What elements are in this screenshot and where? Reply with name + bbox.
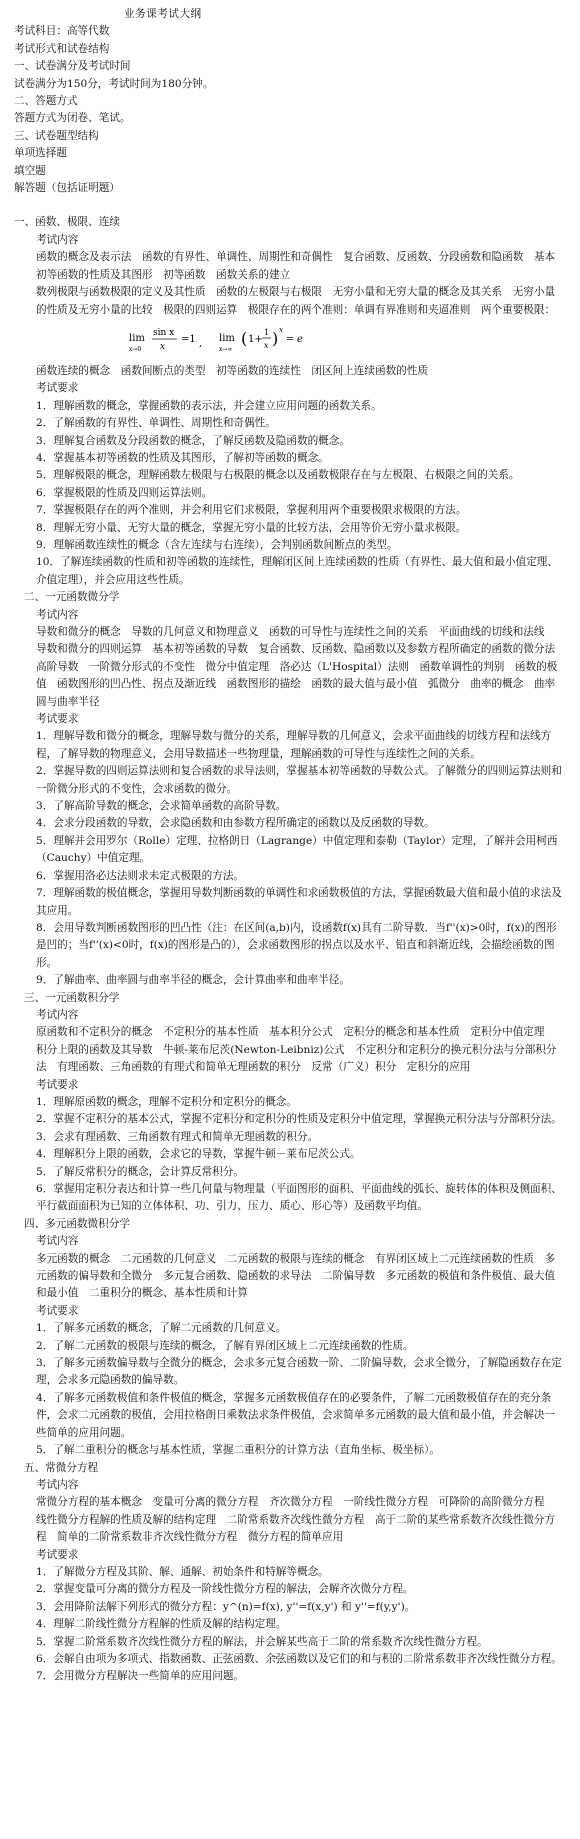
- svg-text:=1: =1: [181, 333, 196, 345]
- requirement-list: [14, 728, 562, 989]
- requirement-heading: 考试要求: [36, 1304, 79, 1317]
- question-type: 单项选择题: [14, 147, 67, 160]
- svg-text:1+: 1+: [248, 333, 263, 345]
- question-type: 填空题: [14, 164, 46, 177]
- content-heading: 考试内容: [36, 1478, 79, 1491]
- requirement-item: 5．理解极限的概念，理解函数左极限与右极限的概念以及函数极限存在与左极限、右极限之间的关系。: [36, 469, 520, 482]
- svg-text:1: 1: [264, 327, 270, 337]
- content-text: 导数和微分的概念 导数的几何意义和物理意义 函数的可导性与连续性之间的关系 平面曲线的切线和法线 导数和微分的四则运算 基本初等函数的导数 复合函数、反函数、隐函数以及参数方程所确定的函数的微分法 高阶导数 一阶微分形式的不变性 微分中值定理 洛必达（L'Hospital）法则 函数单调性的判别 函数的极值 函数图形的凹凸性、拐点及渐近线 函数图形的描绘 函数的最大值与最小值 弧微分 曲率的概念 曲率圆与曲率半径: [36, 626, 566, 708]
- important-limits-formula: [14, 319, 562, 363]
- svg-text:sin x: sin x: [153, 327, 175, 338]
- content-heading: 考试内容: [36, 1008, 79, 1021]
- requirement-item: 1．了解微分方程及其阶、解、通解、初始条件和特解等概念。: [36, 1565, 329, 1578]
- requirement-item: 1．理解导数和微分的概念，理解导数与微分的关系，理解导数的几何意义，会求平面曲线的切线方程和法线方程，了解导数的物理意义，会用导数描述一些物理量，理解函数的可导性与连续性之间的关系。: [36, 730, 552, 760]
- requirement-item: 7．掌握极限存在的两个准则，并会利用它们求极限，掌握利用两个重要极限求极限的方法。: [36, 504, 467, 517]
- requirement-item: 5．掌握二阶常系数齐次线性微分方程的解法，并会解某些高于二阶的常系数齐次线性微分方程。: [36, 1635, 488, 1648]
- requirement-item: 7．理解函数的极值概念，掌握用导数判断函数的单调性和求函数极值的方法，掌握函数最大值和最小值的求法及其应用。: [36, 887, 562, 917]
- exam-structure-heading: 考试形式和试卷结构: [14, 42, 110, 55]
- requirement-item: 10．了解连续函数的性质和初等函数的连续性，理解闭区间上连续函数的性质（有界性、最大值和最小值定理、介值定理），并会应用这些性质。: [36, 556, 558, 586]
- requirement-item: 1．理解函数的概念，掌握函数的表示法，并会建立应用问题的函数关系。: [36, 399, 382, 412]
- chapter-title: 二、一元函数微分学: [24, 591, 120, 604]
- content-text: 多元函数的概念 二元函数的几何意义 二元函数的极限与连续的概念 有界闭区域上二元连续函数的性质 多元函数的偏导数和全微分 多元复合函数、隐函数的求导法 二阶偏导数 多元函数的极值和条件极值、最大值和最小值 二重积分的概念、基本性质和计算: [36, 1252, 556, 1300]
- svg-text:e: e: [297, 333, 303, 345]
- section-body: 答题方式为闭卷、笔试。: [14, 112, 131, 125]
- requirement-item: 6．掌握用洛必达法则求未定式极限的方法。: [36, 869, 245, 882]
- content-text: 原函数和不定积分的概念 不定积分的基本性质 基本积分公式 定积分的概念和基本性质 定积分中值定理 积分上限的函数及其导数 牛顿-莱布尼茨(Newton-Leibniz)公式 不定积分和定积分的换元积分法与分部积分法 有理函数、三角函数的有理式和简单无理函数的积分 反常（广义）积分 定积分的应用: [36, 1026, 557, 1074]
- requirement-item: 2．掌握不定积分的基本公式，掌握不定积分和定积分的性质及定积分中值定理，掌握换元积分法与分部积分法。: [36, 1113, 562, 1126]
- requirement-item: 9．理解函数连续性的概念（含左连续与右连续），会判别函数间断点的类型。: [36, 538, 398, 551]
- content-text: 常微分方程的基本概念 变量可分离的微分方程 齐次微分方程 一阶线性微分方程 可降阶的高阶微分方程 线性微分方程解的性质及解的结构定理 二阶常系数齐次线性微分方程 高于二阶的某些常系数齐次线性微分方程 简单的二阶常系数非齐次线性微分方程 微分方程的简单应用: [36, 1496, 556, 1544]
- svg-text:x→0: x→0: [129, 345, 142, 353]
- section-heading: 一、试卷满分及考试时间: [14, 60, 131, 73]
- limit-e-formula: [219, 322, 315, 360]
- chapter-title: 三、一元函数积分学: [24, 991, 120, 1004]
- requirement-item: 9．了解曲率、曲率圆与曲率半径的概念，会计算曲率和曲率半径。: [36, 974, 350, 987]
- svg-text:x→∞: x→∞: [219, 345, 233, 353]
- content-heading: 考试内容: [36, 233, 79, 246]
- svg-text:lim: lim: [219, 332, 235, 344]
- requirement-item: 3．了解高阶导数的概念，会求简单函数的高阶导数。: [36, 800, 287, 813]
- requirement-item: 6．掌握极限的性质及四则运算法则。: [36, 486, 213, 499]
- requirement-item: 2．掌握变量可分离的微分方程及一阶线性微分方程的解法，会解齐次微分方程。: [36, 1583, 414, 1596]
- requirement-heading: 考试要求: [36, 382, 79, 395]
- svg-text:): ): [272, 328, 279, 348]
- requirement-item: 8．会用导数判断函数图形的凹凸性（注：在区间(a,b)内，设函数f(x)具有二阶导数．当f''(x)>0时，f(x)的图形是凹的；当f''(x)<0时，f(x)的图形是凸的），会求函数图形的拐点以及水平、铅直和斜渐近线，会描绘函数的图形。: [36, 921, 557, 969]
- requirement-list: [14, 1094, 562, 1216]
- section-body: 试卷满分为150分，考试时间为180分钟。: [14, 77, 214, 90]
- section-heading: 二、答题方式: [14, 95, 78, 108]
- content-heading: 考试内容: [36, 608, 79, 621]
- requirement-item: 3．理解复合函数及分段函数的概念，了解反函数及隐函数的概念。: [36, 434, 350, 447]
- requirement-item: 4．会求分段函数的导数，会求隐函数和由参数方程所确定的函数以及反函数的导数。: [36, 817, 435, 830]
- requirement-item: 5．了解二重积分的概念与基本性质，掌握二重积分的计算方法（直角坐标、极坐标）。: [36, 1444, 440, 1457]
- requirement-item: 1．理解原函数的概念，理解不定积分和定积分的概念。: [36, 1095, 297, 1108]
- requirement-item: 6．掌握用定积分表达和计算一些几何量与物理量（平面图形的面积、平面曲线的弧长、旋转体的体积及侧面积、平行截面面积为已知的立体体积、功、引力、压力、质心、形心等）及函数平均值。: [36, 1183, 562, 1213]
- limit-sinx-formula: [129, 322, 207, 360]
- requirement-item: 5．理解并会用罗尔（Rolle）定理、拉格朗日（Lagrange）中值定理和泰勒（Taylor）定理，了解并会用柯西（Cauchy）中值定理。: [36, 834, 558, 865]
- requirement-heading: 考试要求: [36, 1548, 79, 1561]
- requirement-list: [14, 1564, 562, 1686]
- requirement-item: 7．会用微分方程解决一些简单的应用问题。: [36, 1670, 245, 1683]
- svg-text:x: x: [264, 340, 269, 350]
- requirement-list: [14, 1320, 562, 1459]
- svg-text:(: (: [241, 328, 248, 348]
- chapter-title: 一、函数、极限、连续: [14, 216, 120, 229]
- requirement-item: 3．会求有理函数、三角函数有理式和简单无理函数的积分。: [36, 1130, 319, 1143]
- requirement-item: 1．了解多元函数的概念，了解二元函数的几何意义。: [36, 1322, 287, 1335]
- requirement-heading: 考试要求: [36, 713, 79, 726]
- requirement-item: 4．理解积分上限的函数，会求它的导数，掌握牛顿－莱布尼茨公式。: [36, 1148, 361, 1161]
- requirement-item: 3．了解多元函数偏导数与全微分的概念，会求多元复合函数一阶、二阶偏导数，会求全微分，了解隐函数存在定理，会求多元隐函数的偏导数。: [36, 1357, 562, 1387]
- svg-text:x: x: [160, 341, 166, 352]
- requirement-item: 8．理解无穷小量、无穷大量的概念，掌握无穷小量的比较方法，会用等价无穷小量求极限。: [36, 521, 467, 534]
- requirement-item: 4．掌握基本初等函数的性质及其图形，了解初等函数的概念。: [36, 451, 329, 464]
- requirement-list: [14, 398, 562, 589]
- chapter-title: 四、多元函数微积分学: [24, 1217, 130, 1230]
- chapter-title: 五、常微分方程: [24, 1461, 99, 1474]
- content-text: 函数连续的概念 函数间断点的类型 初等函数的连续性 闭区间上连续函数的性质: [36, 364, 428, 377]
- document-title: 业务课考试大纲: [124, 8, 202, 20]
- requirement-item: 2．了解函数的有界性、单调性、周期性和奇偶性。: [36, 417, 276, 430]
- requirement-item: 2．了解二元函数的极限与连续的概念，了解有界闭区域上二元连续函数的性质。: [36, 1339, 414, 1352]
- requirement-item: 3．会用降阶法解下列形式的微分方程：y^(n)=f(x), y''=f(x,y') 和 y''=f(y,y')。: [36, 1600, 416, 1613]
- requirement-heading: 考试要求: [36, 1078, 79, 1091]
- requirement-item: 5．了解反常积分的概念，会计算反常积分。: [36, 1165, 245, 1178]
- exam-subject: 考试科目：高等代数: [14, 25, 110, 38]
- content-heading: 考试内容: [36, 1235, 79, 1248]
- svg-text:,: ,: [199, 337, 203, 349]
- content-text: 数列极限与函数极限的定义及其性质 函数的左极限与右极限 无穷小量和无穷大量的概念及其关系 无穷小量的性质及无穷小量的比较 极限的四则运算 极限存在的两个准则：单调有界准则和夹逼准则 两个重要极限：: [36, 286, 556, 316]
- requirement-item: 4．理解二阶线性微分方程解的性质及解的结构定理。: [36, 1618, 287, 1631]
- content-text: 函数的概念及表示法 函数的有界性、单调性、周期性和奇偶性 复合函数、反函数、分段函数和隐函数 基本初等函数的性质及其图形 初等函数 函数关系的建立: [36, 251, 556, 281]
- syllabus-document: [14, 0, 566, 1686]
- svg-text:lim: lim: [129, 332, 145, 344]
- svg-text:=: =: [286, 333, 295, 345]
- section-heading: 三、试卷题型结构: [14, 129, 99, 142]
- requirement-item: 4．了解多元函数极值和条件极值的概念，掌握多元函数极值存在的必要条件，了解二元函数极值存在的充分条件，会求二元函数的极值，会用拉格朗日乘数法求条件极值，会求简单多元函数的最大值和最小值，并会解决一些简单的应用问题。: [36, 1391, 556, 1439]
- question-type: 解答题（包括证明题）: [14, 182, 120, 195]
- requirement-item: 6．会解自由项为多项式、指数函数、正弦函数、余弦函数以及它们的和与积的二阶常系数非齐次线性微分方程。: [36, 1652, 562, 1665]
- requirement-item: 2．掌握导数的四则运算法则和复合函数的求导法则，掌握基本初等函数的导数公式。了解微分的四则运算法则和一阶微分形式的不变性，会求函数的微分。: [36, 765, 562, 795]
- svg-text:x: x: [279, 325, 283, 334]
